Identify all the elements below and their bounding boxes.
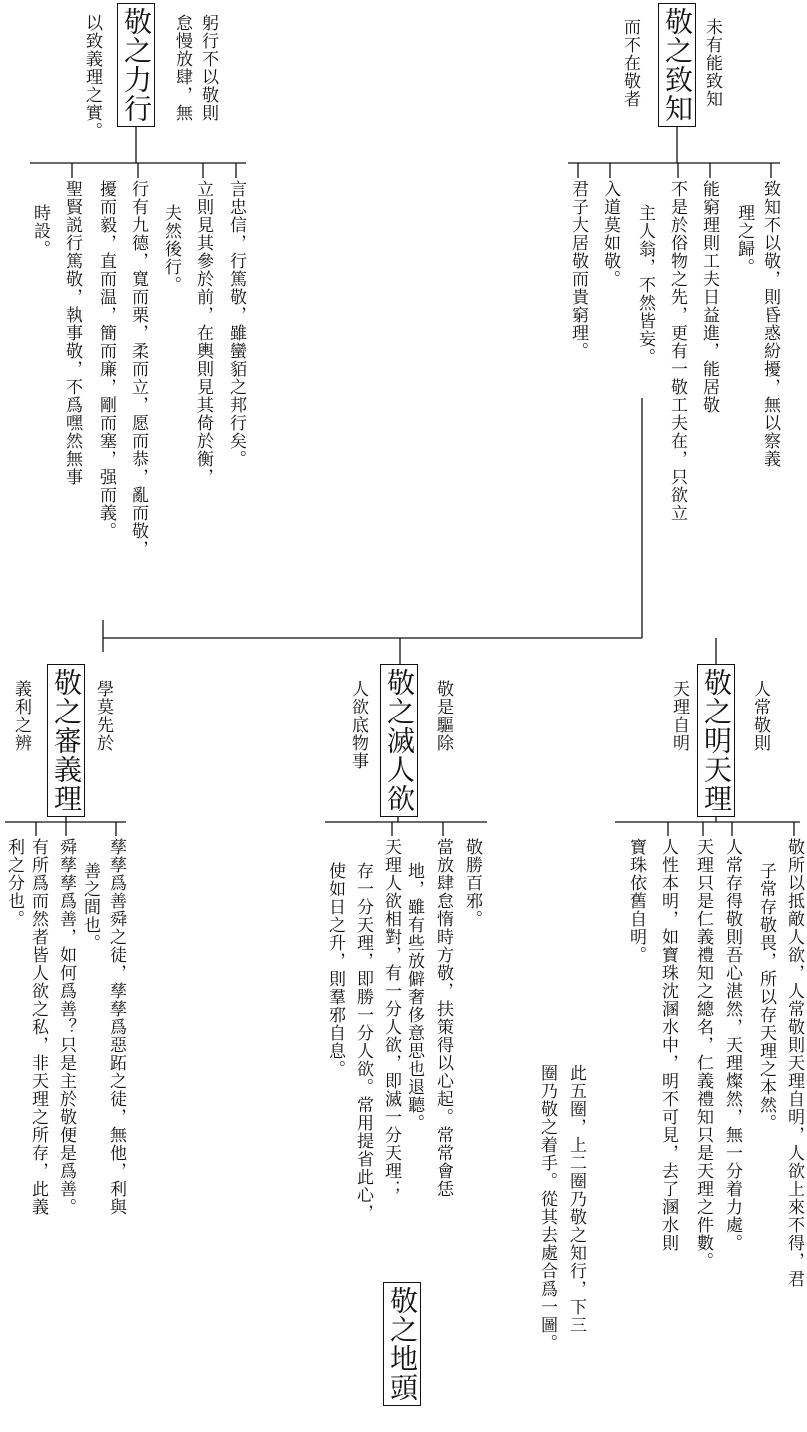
zhizhi-intro-2: 而不在敬者 [620,18,640,108]
shenyili-point-1a: 孳孳爲善舜之徒，孳孳爲惡跖之徒，無他，利與 [106,838,126,1216]
zhizhi-intro-1: 未有能致知 [702,18,722,108]
shenyili-point-3b: 利之分也。 [4,838,24,928]
zhizhi-point-1b: 理之歸。 [734,204,754,276]
zhizhi-point-4: 入道莫如敬。 [600,180,620,288]
shenyili-intro-1: 學莫先於 [93,680,113,752]
lixing-point-3b: 擾而毅，直而温，簡而廉，剛而塞，强而義。 [96,180,116,540]
mierenyu-intro-2: 人欲底物事 [348,680,368,770]
shenyili-title: 敬之審義理 [47,664,85,817]
mingtianli-note-1: 此五圈，上二圈乃敬之知行，下三 [566,1064,586,1334]
lixing-point-4b: 時設。 [30,204,50,258]
mierenyu-point-3a: 天理人欲相對，有一分人欲，即滅一分天理； [381,838,401,1198]
zhizhi-point-1a: 致知不以敬，則昏惑紛擾，無以察義 [760,180,780,468]
mingtianli-point-1a: 敬所以抵敵人欲，人常敬則天理自明，人欲上來不得，君 [784,838,804,1288]
lixing-intro-1: 躬行不以敬則 [198,14,218,122]
mingtianli-point-3: 天理只是仁義禮知之總名，仁義禮知只是天理之件數。 [693,838,713,1270]
zhizhi-point-2: 能窮理則工夫日益進，能居敬 [699,180,719,414]
mierenyu-point-1: 敬勝百邪。 [462,838,482,928]
shenyili-point-3a: 有所爲而然者皆人欲之私，非天理之所存，此義 [28,838,48,1216]
mingtianli-point-1b: 子常存敬畏，所以存天理之本然。 [756,862,776,1132]
mierenyu-title: 敬之滅人欲 [380,664,418,817]
lixing-point-4a: 聖賢説行篤敬，執事敬，不爲嘿然無事 [62,180,82,486]
zhizhi-title: 敬之致知 [658,3,696,127]
lixing-point-2b: 夫然後行。 [161,204,181,294]
mierenyu-intro-1: 敬是驅除 [433,680,453,752]
lixing-intro-3: 以致義理之實。 [82,14,102,140]
mingtianli-point-4a: 人性本明，如寶珠沈溷水中，明不可見，去了溷水則 [658,838,678,1252]
mierenyu-point-2a: 當放肆怠惰時方敬，扶策得以心起。常常會恁 [433,838,453,1198]
lixing-title: 敬之力行 [117,3,155,127]
mingtianli-intro-1: 人常敬則 [750,680,770,752]
lixing-intro-2: 怠慢放肆，無 [172,14,192,122]
shenyili-intro-2: 義利之辨 [11,680,31,752]
mingtianli-point-4b: 寶珠依舊自明。 [626,838,646,964]
mingtianli-intro-2: 天理自明 [669,680,689,752]
lixing-point-2a: 立則見其參於前，在輿則見其倚於衡， [193,180,213,486]
mingtianli-title: 敬之明天理 [697,664,735,817]
shenyili-point-2: 舜孳孳爲善，如何爲善？只是主於敬便是爲善。 [56,838,76,1216]
mierenyu-point-3c: 使如日之升，則羣邪自息。 [325,862,345,1078]
lixing-point-3a: 行有九德，寬而栗，柔而立，愿而恭，亂而敬， [128,180,148,558]
mierenyu-point-2b: 地，雖有些放僻奢侈意思也退聽。 [404,862,424,1132]
shenyili-point-1b: 善之間也。 [80,862,100,952]
zhizhi-point-5: 君子大居敬而貴窮理。 [568,180,588,360]
mingtianli-point-2: 人常存得敬則吾心湛然，天理燦然，無一分着力處。 [722,838,742,1252]
zhizhi-point-3b: 主人翁，不然皆妄。 [635,204,655,366]
mierenyu-point-3b: 存一分天理，即勝一分人欲。常用提省此心， [353,862,373,1222]
mingtianli-note-2: 圈乃敬之着手。從其去處合爲一圖。 [537,1064,557,1352]
zhizhi-point-3a: 不是於俗物之先，更有一敬工夫在，只欲立 [667,180,687,522]
mierenyu-label: 敬之地頭 [383,1282,421,1406]
lixing-point-1: 言忠信，行篤敬，雖蠻貊之邦行矣。 [226,180,246,468]
